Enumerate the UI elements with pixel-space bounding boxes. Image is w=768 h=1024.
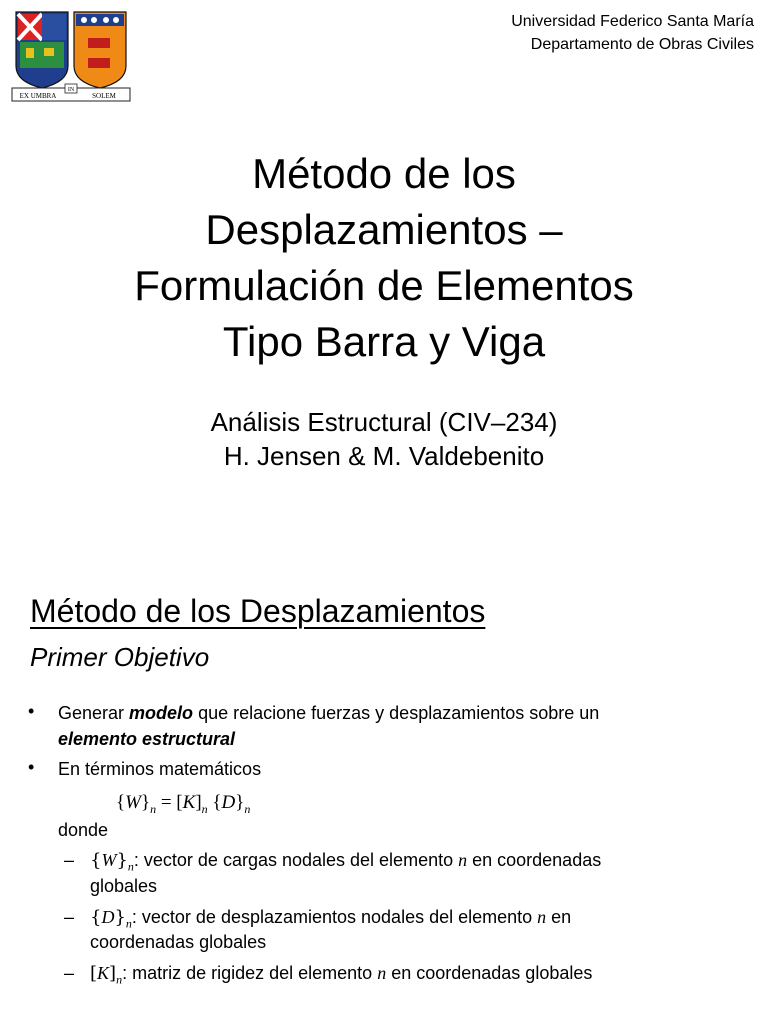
bullet-1-bold: modelo xyxy=(129,703,194,723)
institution-header xyxy=(511,10,754,56)
definition-w-text: : vector de cargas nodales del elemento xyxy=(133,850,459,870)
title-line-3: Formulación de Elementos xyxy=(134,262,634,309)
university-crest-logo xyxy=(8,8,134,104)
bullet-marker: • xyxy=(28,701,35,721)
definition-d-text: : vector de desplazamientos nodales del elemento xyxy=(131,907,538,927)
course-name: Análisis Estructural (CIV–234) xyxy=(210,407,558,437)
document-title xyxy=(0,146,768,370)
department-name: Departamento de Obras Civiles xyxy=(530,36,754,53)
bullet-1-emphasis: elemento estructural xyxy=(58,729,236,749)
bullet-1-line-1 xyxy=(58,701,599,725)
document-subtitle xyxy=(0,405,768,473)
definition-d-line-2: coordenadas globales xyxy=(90,932,267,952)
definition-w-line-2: globales xyxy=(90,876,158,896)
dash-marker: – xyxy=(64,907,75,927)
bullet-1-pre: Generar xyxy=(58,703,130,723)
definition-k-text: : matriz de rigidez del elemento xyxy=(122,963,378,983)
section-title: Método de los Desplazamientos xyxy=(30,593,486,629)
section-subtitle: Primer Objetivo xyxy=(30,642,210,672)
definition-w-line-1: $\{W\}_n$: vector de cargas nodales del elemento n en coordenadas xyxy=(90,850,602,874)
authors: H. Jensen & M. Valdebenito xyxy=(223,441,545,471)
bullet-1-line-2 xyxy=(58,727,235,751)
motto-right-text: SOLEM xyxy=(92,92,116,100)
definition-w-post: en coordenadas xyxy=(467,850,602,870)
definition-k-post: en coordenadas globales xyxy=(386,963,593,983)
bullet-marker: • xyxy=(28,757,35,777)
title-line-4: Tipo Barra y Viga xyxy=(222,318,546,365)
title-line-2: Desplazamientos – xyxy=(205,206,563,253)
dash-marker: – xyxy=(64,963,75,983)
bullet-2: En términos matemáticos xyxy=(58,759,262,779)
definition-d-post: en xyxy=(546,907,572,927)
stiffness-equation: $\{W\}_n = [K]_n$ $\{D\}_n$ xyxy=(116,792,251,816)
motto-left-text: EX UMBRA xyxy=(19,92,57,100)
dash-marker: – xyxy=(64,850,75,870)
donde-label: donde xyxy=(58,820,109,840)
bullet-1-post: que relacione fuerzas y desplazamientos sobre un xyxy=(193,703,600,723)
definition-d-line-1: $\{D\}_n$: vector de desplazamientos nodales del elemento n en xyxy=(90,907,572,931)
university-name: Universidad Federico Santa María xyxy=(511,13,754,30)
definition-k-line: $[K]_n$: matriz de rigidez del elemento n en coordenadas globales xyxy=(90,963,593,987)
title-line-1: Método de los xyxy=(252,150,516,197)
motto-mid-text: IN xyxy=(67,87,75,93)
